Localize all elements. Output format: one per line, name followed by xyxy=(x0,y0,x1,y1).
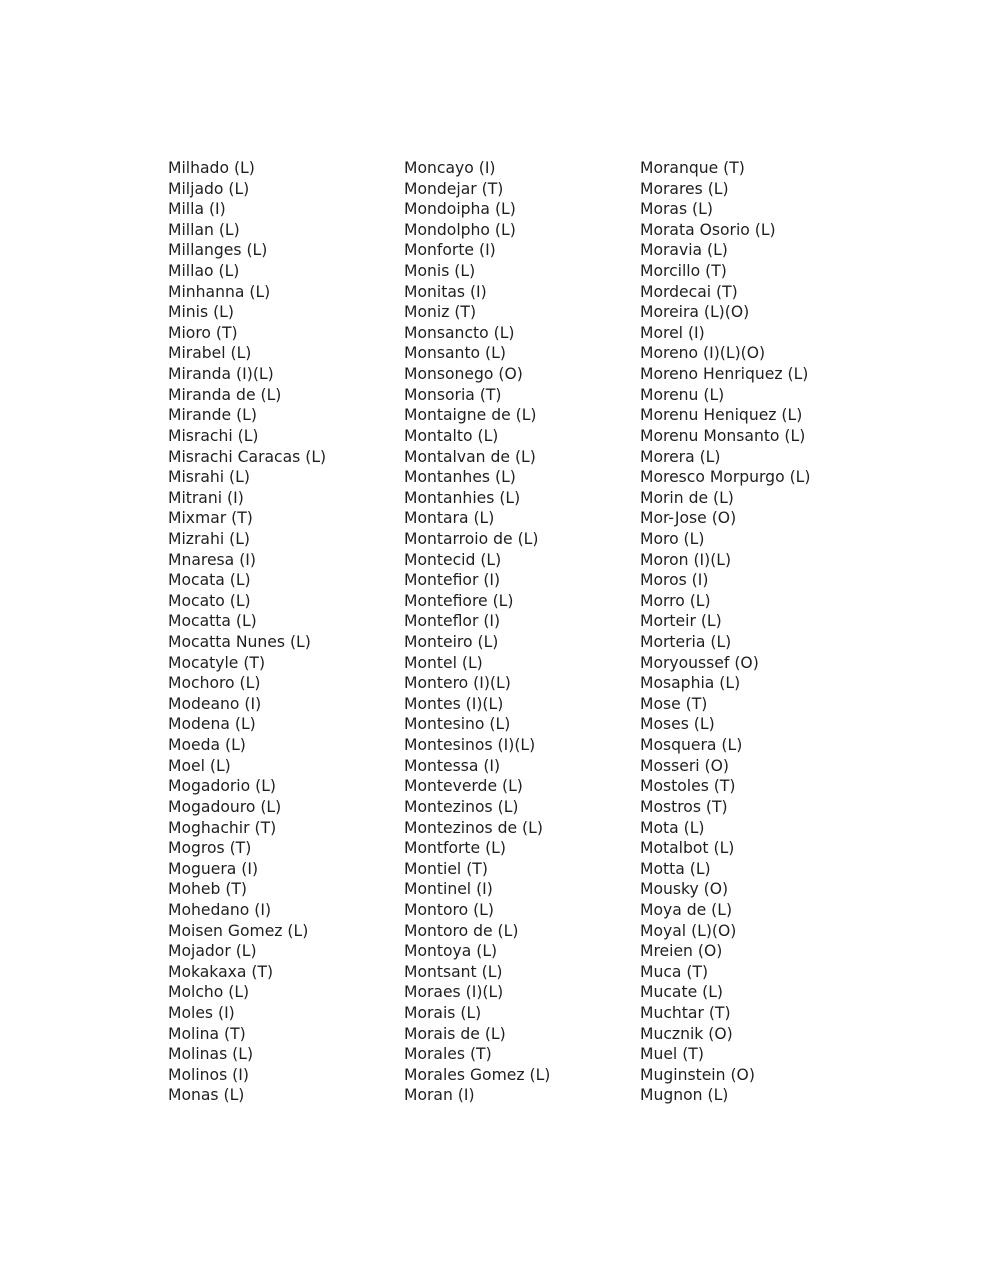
surname-entry: Moel (L) xyxy=(168,756,231,775)
surname-entry: Mose (T) xyxy=(640,694,708,713)
surname-entry: Montanhes (L) xyxy=(404,468,516,487)
surname-entry: Monsanto (L) xyxy=(404,344,506,363)
surname-entry: Montesino (L) xyxy=(404,715,511,734)
surname-entry: Montecid (L) xyxy=(404,550,502,569)
surname-entry: Milhado (L) xyxy=(168,159,255,177)
surname-entry: Mirande (L) xyxy=(168,406,257,425)
surname-entry: Moses (L) xyxy=(640,715,715,734)
surname-entry: Mogros (T) xyxy=(168,839,252,858)
surname-entry: Moles (I) xyxy=(168,1003,235,1022)
surname-entry: Millan (L) xyxy=(168,220,240,239)
surname-entry: Modena (L) xyxy=(168,715,256,734)
surname-entry: Morcillo (T) xyxy=(640,262,727,281)
surname-entry: Muca (T) xyxy=(640,962,709,981)
column-1 xyxy=(168,158,404,1106)
surname-entry: Mirabel (L) xyxy=(168,344,252,363)
surname-entry: Morares (L) xyxy=(640,179,729,198)
surname-entry: Montforte (L) xyxy=(404,839,506,858)
surname-entry: Milla (I) xyxy=(168,200,226,219)
surname-entry: Mohedano (I) xyxy=(168,900,272,919)
surname-entry: Montezinos (L) xyxy=(404,797,519,816)
surname-entry: Morais (L) xyxy=(404,1003,482,1022)
surname-entry: Montaigne de (L) xyxy=(404,406,537,425)
surname-entry: Moheb (T) xyxy=(168,880,248,899)
surname-entry: Montoya (L) xyxy=(404,942,498,961)
surname-entry: Mugnon (L) xyxy=(640,1086,729,1105)
surname-columns xyxy=(168,158,876,1106)
surname-entry: Mizrahi (L) xyxy=(168,529,250,548)
surname-entry: Miljado (L) xyxy=(168,179,250,198)
column-3 xyxy=(640,158,876,1106)
surname-entry: Moniz (T) xyxy=(404,303,477,322)
surname-entry: Muginstein (O) xyxy=(640,1065,755,1084)
surname-entry: Monis (L) xyxy=(404,262,476,281)
surname-entry: Montefior (I) xyxy=(404,571,501,590)
surname-entry: Mokakaxa (T) xyxy=(168,962,274,981)
surname-entry: Mocatta (L) xyxy=(168,612,257,631)
surname-entry: Mocatyle (T) xyxy=(168,653,266,672)
surname-entry: Motalbot (L) xyxy=(640,839,735,858)
surname-entry: Mitrani (I) xyxy=(168,488,244,507)
surname-entry: Monas (L) xyxy=(168,1086,245,1105)
surname-entry: Morais de (L) xyxy=(404,1024,506,1043)
surname-entry: Misrachi Caracas (L) xyxy=(168,447,327,466)
surname-entry: Monitas (I) xyxy=(404,282,487,301)
surname-entry: Miranda (I)(L) xyxy=(168,365,274,384)
surname-entry: Moras (L) xyxy=(640,200,713,219)
surname-entry: Mocata (L) xyxy=(168,571,251,590)
surname-entry: Morenu Monsanto (L) xyxy=(640,426,806,445)
surname-entry: Mnaresa (I) xyxy=(168,550,256,569)
surname-entry: Mogadorio (L) xyxy=(168,777,276,796)
surname-entry: Miranda de (L) xyxy=(168,385,282,404)
surname-entry: Monteiro (L) xyxy=(404,633,499,652)
surname-entry: Mucate (L) xyxy=(640,983,723,1002)
surname-entry: Monteflor (I) xyxy=(404,612,501,631)
surname-entry: Muchtar (T) xyxy=(640,1003,731,1022)
surname-entry: Monsancto (L) xyxy=(404,323,515,342)
column-1-list xyxy=(168,158,404,1106)
surname-entry: Moraes (I)(L) xyxy=(404,983,504,1002)
surname-entry: Morenu Heniquez (L) xyxy=(640,406,803,425)
surname-entry: Morteria (L) xyxy=(640,633,732,652)
surname-entry: Montes (I)(L) xyxy=(404,694,504,713)
surname-entry: Moyal (L)(O) xyxy=(640,921,737,940)
surname-entry: Morenu (L) xyxy=(640,385,725,404)
surname-entry: Mostoles (T) xyxy=(640,777,736,796)
surname-entry: Minis (L) xyxy=(168,303,234,322)
surname-entry: Moghachir (T) xyxy=(168,818,277,837)
surname-entry: Modeano (I) xyxy=(168,694,262,713)
surname-entry: Misrachi (L) xyxy=(168,426,259,445)
surname-entry: Moguera (I) xyxy=(168,859,259,878)
surname-entry: Montefiore (L) xyxy=(404,591,514,610)
surname-entry: Motta (L) xyxy=(640,859,711,878)
surname-entry: Millao (L) xyxy=(168,262,240,281)
surname-entry: Montessa (I) xyxy=(404,756,501,775)
surname-entry: Molcho (L) xyxy=(168,983,250,1002)
surname-entry: Moya de (L) xyxy=(640,900,733,919)
surname-entry: Montel (L) xyxy=(404,653,483,672)
surname-entry: Molinos (I) xyxy=(168,1065,249,1084)
surname-entry: Moreno Henriquez (L) xyxy=(640,365,809,384)
surname-entry: Moravia (L) xyxy=(640,241,728,260)
surname-entry: Moncayo (I) xyxy=(404,159,496,177)
surname-entry: Moeda (L) xyxy=(168,736,246,755)
surname-entry: Molinas (L) xyxy=(168,1045,254,1064)
surname-entry: Morteir (L) xyxy=(640,612,722,631)
surname-entry: Mosaphia (L) xyxy=(640,674,741,693)
surname-entry: Minhanna (L) xyxy=(168,282,271,301)
surname-entry: Mondolpho (L) xyxy=(404,220,516,239)
surname-entry: Montoro de (L) xyxy=(404,921,519,940)
surname-entry: Montalvan de (L) xyxy=(404,447,536,466)
surname-entry: Montara (L) xyxy=(404,509,495,528)
surname-entry: Misrahi (L) xyxy=(168,468,250,487)
surname-entry: Monsoria (T) xyxy=(404,385,502,404)
surname-entry: Montezinos de (L) xyxy=(404,818,543,837)
surname-entry: Mor-Jose (O) xyxy=(640,509,737,528)
column-2-list xyxy=(404,158,640,1106)
surname-entry: Mondejar (T) xyxy=(404,179,504,198)
surname-entry: Moreira (L)(O) xyxy=(640,303,750,322)
surname-entry: Morin de (L) xyxy=(640,488,734,507)
surname-entry: Moreno (I)(L)(O) xyxy=(640,344,766,363)
surname-entry: Mota (L) xyxy=(640,818,705,837)
surname-entry: Morera (L) xyxy=(640,447,721,466)
surname-entry: Monteverde (L) xyxy=(404,777,523,796)
surname-entry: Mixmar (T) xyxy=(168,509,253,528)
surname-entry: Mogadouro (L) xyxy=(168,797,282,816)
surname-entry: Molina (T) xyxy=(168,1024,246,1043)
surname-entry: Moranque (T) xyxy=(640,159,745,177)
surname-entry: Mocatta Nunes (L) xyxy=(168,633,311,652)
surname-entry: Mochoro (L) xyxy=(168,674,261,693)
column-3-list xyxy=(640,158,876,1106)
surname-entry: Mondoipha (L) xyxy=(404,200,516,219)
surname-entry: Muel (T) xyxy=(640,1045,704,1064)
surname-entry: Morales Gomez (L) xyxy=(404,1065,551,1084)
surname-entry: Montarroio de (L) xyxy=(404,529,539,548)
surname-entry: Moran (I) xyxy=(404,1086,475,1105)
surname-entry: Moron (I)(L) xyxy=(640,550,732,569)
surname-entry: Montalto (L) xyxy=(404,426,499,445)
surname-entry: Moro (L) xyxy=(640,529,705,548)
surname-entry: Monsonego (O) xyxy=(404,365,523,384)
surname-entry: Montiel (T) xyxy=(404,859,488,878)
surname-entry: Moresco Morpurgo (L) xyxy=(640,468,811,487)
surname-entry: Mostros (T) xyxy=(640,797,728,816)
surname-entry: Mocato (L) xyxy=(168,591,251,610)
surname-entry: Moros (I) xyxy=(640,571,709,590)
surname-entry: Monforte (I) xyxy=(404,241,496,260)
surname-entry: Mosseri (O) xyxy=(640,756,729,775)
surname-entry: Montoro (L) xyxy=(404,900,494,919)
surname-entry: Mojador (L) xyxy=(168,942,257,961)
surname-entry: Mousky (O) xyxy=(640,880,729,899)
surname-entry: Morata Osorio (L) xyxy=(640,220,776,239)
surname-entry: Mosquera (L) xyxy=(640,736,743,755)
surname-entry: Morel (I) xyxy=(640,323,705,342)
surname-entry: Mordecai (T) xyxy=(640,282,738,301)
surname-entry: Montsant (L) xyxy=(404,962,503,981)
surname-entry: Morales (T) xyxy=(404,1045,492,1064)
surname-entry: Moryoussef (O) xyxy=(640,653,759,672)
surname-entry: Mioro (T) xyxy=(168,323,238,342)
surname-entry: Moisen Gomez (L) xyxy=(168,921,309,940)
surname-entry: Morro (L) xyxy=(640,591,711,610)
surname-entry: Millanges (L) xyxy=(168,241,268,260)
surname-entry: Montero (I)(L) xyxy=(404,674,511,693)
column-2 xyxy=(404,158,640,1106)
surname-entry: Mreien (O) xyxy=(640,942,723,961)
surname-entry: Montanhies (L) xyxy=(404,488,521,507)
surname-entry: Mucznik (O) xyxy=(640,1024,733,1043)
surname-entry: Montesinos (I)(L) xyxy=(404,736,536,755)
surname-entry: Montinel (I) xyxy=(404,880,493,899)
